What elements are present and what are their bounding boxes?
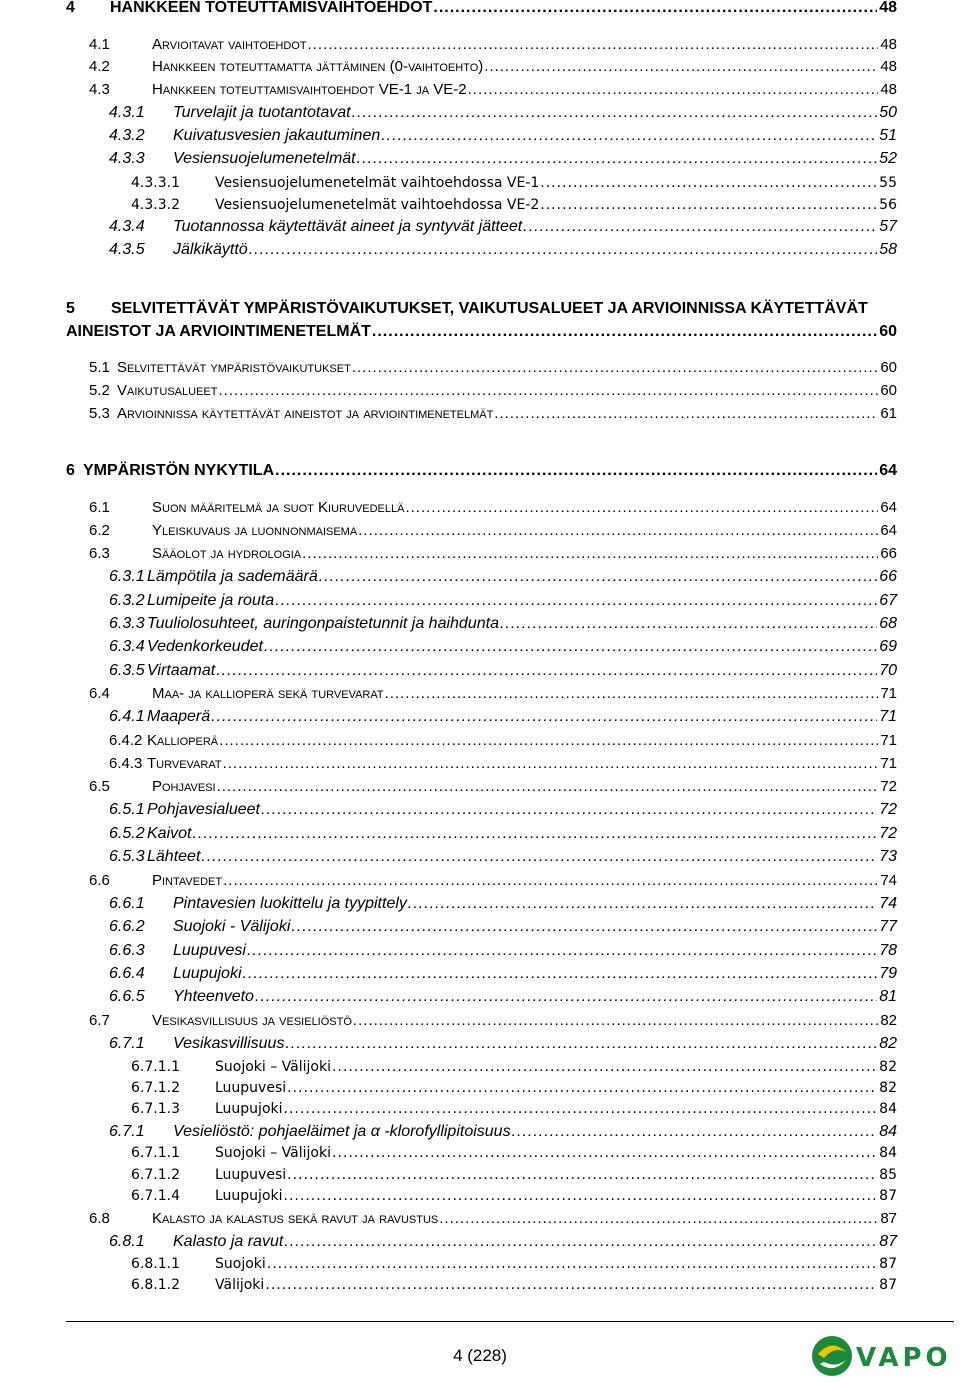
toc-leader bbox=[358, 520, 878, 542]
toc-number: 6.8 bbox=[89, 1210, 110, 1227]
toc-leader bbox=[319, 566, 877, 588]
toc-title: Pohjavesialueet bbox=[147, 801, 260, 818]
toc-number: 6.8.1.2 bbox=[131, 1277, 180, 1293]
toc-number: 6.2 bbox=[89, 522, 110, 539]
toc-title: Tuuliolosuhteet, auringonpaistetunnit ja haihdunta bbox=[147, 615, 499, 632]
toc-page: 64 bbox=[880, 522, 897, 539]
toc-page: 60 bbox=[880, 382, 897, 399]
toc-leader bbox=[284, 1098, 878, 1120]
toc-title: Luupujoki bbox=[173, 965, 242, 982]
toc-number: 6.7.1.3 bbox=[131, 1101, 180, 1117]
toc-number: 4.1 bbox=[89, 36, 110, 53]
toc-entry[interactable] bbox=[0, 1274, 960, 1296]
toc-page: 87 bbox=[880, 1210, 897, 1227]
toc-title: Arvioinnissa käytettävät aineistot ja arviointimenetelmät bbox=[117, 405, 494, 422]
toc-page: 79 bbox=[879, 965, 897, 982]
toc-page: 68 bbox=[879, 615, 897, 632]
toc-number: 4.3.5 bbox=[109, 241, 145, 258]
toc-page: 70 bbox=[879, 662, 897, 679]
toc-entry[interactable] bbox=[0, 172, 960, 194]
toc-page: 71 bbox=[879, 708, 897, 725]
toc-leader bbox=[352, 357, 879, 379]
toc-title: Sääolot ja hydrologia bbox=[152, 545, 302, 562]
toc-number: 6.7 bbox=[89, 1012, 110, 1029]
toc-entry[interactable] bbox=[0, 636, 960, 658]
toc-page: 87 bbox=[879, 1277, 897, 1293]
toc-entry[interactable] bbox=[0, 34, 960, 56]
toc-page: 64 bbox=[879, 462, 897, 479]
footer-divider bbox=[66, 1321, 954, 1322]
toc-leader bbox=[405, 497, 878, 519]
toc-number: 6.5 bbox=[89, 778, 110, 795]
toc-leader bbox=[219, 730, 878, 752]
toc-number: 6.3.1 bbox=[109, 568, 145, 585]
toc-number: 6.6 bbox=[89, 872, 110, 889]
toc-number: 6.3.2 bbox=[109, 592, 145, 609]
toc-leader bbox=[494, 403, 878, 425]
toc-title: AINEISTOT JA ARVIOINTIMENETELMÄT bbox=[66, 323, 371, 340]
toc-title: Tuotannossa käytettävät aineet ja syntyvät jätteet bbox=[173, 218, 523, 235]
toc-page: 82 bbox=[879, 1035, 897, 1052]
toc-title: Hankkeen toteuttamatta jättäminen (0-vaihtoehto) bbox=[152, 58, 484, 75]
toc-leader bbox=[408, 893, 877, 915]
toc-leader bbox=[381, 125, 877, 147]
toc-entry[interactable] bbox=[0, 566, 960, 588]
toc-page: 81 bbox=[879, 988, 897, 1005]
toc-number: 6.5.3 bbox=[109, 848, 145, 865]
toc-entry[interactable] bbox=[0, 403, 960, 425]
toc-title: Vaikutusalueet bbox=[117, 382, 218, 399]
toc-entry[interactable] bbox=[0, 893, 960, 915]
toc-entry[interactable] bbox=[0, 916, 960, 938]
toc-number: 6.6.2 bbox=[109, 918, 145, 935]
toc-leader bbox=[255, 986, 877, 1008]
toc-leader bbox=[247, 940, 877, 962]
toc-number: 6.7.1.1 bbox=[131, 1145, 180, 1161]
toc-title: Jälkikäyttö bbox=[173, 241, 248, 258]
toc-leader bbox=[243, 963, 878, 985]
toc-title: YMPÄRISTÖN NYKYTILA bbox=[83, 462, 275, 479]
toc-title: Kallioperä bbox=[147, 732, 219, 749]
toc-leader bbox=[352, 102, 878, 124]
toc-title: Suojoki bbox=[215, 1256, 266, 1272]
toc-number: 6.6.3 bbox=[109, 942, 145, 959]
toc-entry[interactable] bbox=[0, 148, 960, 170]
toc-entry[interactable] bbox=[0, 1121, 960, 1143]
toc-page: 82 bbox=[880, 1012, 897, 1029]
toc-number: 6.3.5 bbox=[109, 662, 145, 679]
toc-entry[interactable] bbox=[0, 520, 960, 542]
toc-title: Selvitettävät ympäristövaikutukset bbox=[117, 359, 351, 376]
toc-entry[interactable] bbox=[0, 846, 960, 868]
toc-entry[interactable] bbox=[0, 0, 960, 19]
toc-leader bbox=[192, 823, 877, 845]
toc-page: 56 bbox=[879, 197, 897, 213]
toc-leader bbox=[540, 194, 877, 216]
toc-leader bbox=[385, 683, 879, 705]
toc-entry[interactable] bbox=[0, 1077, 960, 1099]
toc-leader bbox=[211, 706, 877, 728]
toc-entry[interactable] bbox=[0, 357, 960, 379]
toc-entry[interactable] bbox=[0, 102, 960, 124]
toc-title: Yleiskuvaus ja luonnonmaisema bbox=[152, 522, 358, 539]
toc-leader bbox=[433, 0, 877, 19]
toc-entry[interactable] bbox=[0, 986, 960, 1008]
toc-leader bbox=[261, 799, 877, 821]
toc-leader bbox=[216, 660, 877, 682]
toc-page: 74 bbox=[880, 872, 897, 889]
toc-page: 82 bbox=[879, 1059, 897, 1075]
toc-title: Luupujoki bbox=[215, 1188, 283, 1204]
toc-page: 48 bbox=[880, 58, 897, 75]
toc-leader bbox=[523, 216, 877, 238]
toc-title: Suojoki – Välijoki bbox=[215, 1145, 331, 1161]
toc-entry[interactable] bbox=[0, 753, 960, 775]
toc-number: 6.8.1.1 bbox=[131, 1256, 180, 1272]
toc-page: 48 bbox=[880, 36, 897, 53]
toc-leader bbox=[201, 846, 877, 868]
toc-page: 69 bbox=[879, 638, 897, 655]
toc-leader bbox=[332, 1142, 877, 1164]
toc-leader bbox=[332, 1056, 877, 1078]
toc-page: 72 bbox=[879, 801, 897, 818]
toc-leader bbox=[353, 1010, 878, 1032]
toc-number: 6.3.4 bbox=[109, 638, 145, 655]
toc-entry[interactable] bbox=[0, 1231, 960, 1253]
toc-title: Pintavedet bbox=[152, 872, 223, 889]
toc-entry[interactable] bbox=[0, 590, 960, 612]
toc-page: 87 bbox=[879, 1188, 897, 1204]
toc-title: Turvevarat bbox=[147, 755, 222, 772]
toc-title: Yhteenveto bbox=[173, 988, 254, 1005]
toc-number: 4.3.3 bbox=[109, 150, 145, 167]
toc-entry[interactable] bbox=[0, 1010, 960, 1032]
toc-leader bbox=[249, 239, 878, 261]
toc-entry[interactable] bbox=[0, 1142, 960, 1164]
toc-leader bbox=[275, 590, 877, 612]
toc-entry[interactable] bbox=[0, 940, 960, 962]
toc-title: Pintavesien luokittelu ja tyypittely bbox=[173, 895, 407, 912]
toc-page: 58 bbox=[879, 241, 897, 258]
toc-page: 67 bbox=[879, 592, 897, 609]
toc-entry[interactable] bbox=[0, 497, 960, 519]
toc-entry[interactable] bbox=[0, 216, 960, 238]
toc-entry[interactable] bbox=[0, 823, 960, 845]
toc-entry[interactable] bbox=[0, 1253, 960, 1275]
toc-number: 6.4.2 bbox=[109, 732, 143, 749]
toc-title: Lämpötila ja sademäärä bbox=[147, 568, 318, 585]
toc-entry[interactable] bbox=[0, 660, 960, 682]
toc-entry[interactable] bbox=[0, 613, 960, 635]
toc-number: 6.3 bbox=[89, 545, 110, 562]
toc-leader bbox=[512, 1121, 878, 1143]
toc-number: 6.7.1 bbox=[109, 1035, 145, 1052]
toc-number: 5.1 bbox=[89, 359, 110, 376]
toc-title: Maaperä bbox=[147, 708, 211, 725]
toc-leader bbox=[284, 1185, 878, 1207]
toc-entry[interactable] bbox=[0, 239, 960, 261]
toc-entry[interactable] bbox=[0, 125, 960, 147]
toc-entry[interactable] bbox=[0, 56, 960, 78]
toc-title: Kaivot bbox=[147, 825, 192, 842]
toc-leader bbox=[217, 776, 879, 798]
toc-leader bbox=[285, 1033, 877, 1055]
toc-number: 5 bbox=[66, 300, 75, 317]
toc-entry[interactable] bbox=[0, 730, 960, 752]
toc-leader bbox=[439, 1208, 878, 1230]
toc-title: Vesiensuojelumenetelmät bbox=[173, 150, 356, 167]
toc-leader bbox=[264, 636, 877, 658]
toc-title: HANKKEEN TOTEUTTAMISVAIHTOEHDOT bbox=[110, 0, 433, 16]
toc-number: 4.3.1 bbox=[109, 104, 145, 121]
toc-entry[interactable] bbox=[0, 380, 960, 402]
toc-entry[interactable] bbox=[0, 1098, 960, 1120]
toc-page: 77 bbox=[879, 918, 897, 935]
toc-entry[interactable] bbox=[0, 1033, 960, 1055]
toc-title: Maa- ja kallioperä sekä turvevarat bbox=[152, 685, 384, 702]
toc-entry-continued[interactable] bbox=[0, 321, 960, 343]
toc-leader bbox=[218, 380, 878, 402]
toc-leader bbox=[287, 1164, 877, 1186]
toc-title: Lumipeite ja routa bbox=[147, 592, 275, 609]
toc-title: Luupuvesi bbox=[215, 1167, 287, 1183]
toc-page: 61 bbox=[880, 405, 897, 422]
toc-page: 51 bbox=[879, 127, 897, 144]
toc-page: 71 bbox=[880, 755, 897, 772]
toc-number: 6.7.1 bbox=[109, 1123, 145, 1140]
toc-number: 6.8.1 bbox=[109, 1233, 145, 1250]
toc-title: SELVITETTÄVÄT YMPÄRISTÖVAIKUTUKSET, VAIKUTUSALUEET JA ARVIOINNISSA KÄYTETTÄVÄT bbox=[111, 300, 868, 317]
toc-number: 4.3.4 bbox=[109, 218, 145, 235]
toc-title: Suon määritelmä ja suot Kiuruvedellä bbox=[152, 499, 405, 516]
toc-title: Turvelajit ja tuotantotavat bbox=[173, 104, 351, 121]
toc-entry[interactable] bbox=[0, 776, 960, 798]
toc-title: Vesieliöstö: pohjaeläimet ja α -klorofyllipitoisuus bbox=[173, 1123, 511, 1140]
toc-entry[interactable] bbox=[0, 298, 960, 320]
logo-text: VAPO bbox=[856, 1343, 952, 1373]
toc-entry[interactable] bbox=[0, 194, 960, 216]
toc-page: 48 bbox=[879, 0, 897, 16]
toc-title: Vedenkorkeudet bbox=[147, 638, 263, 655]
toc-number: 6.3.3 bbox=[109, 615, 145, 632]
toc-page: 60 bbox=[879, 323, 897, 340]
toc-page: 84 bbox=[879, 1145, 897, 1161]
toc-title: Pohjavesi bbox=[152, 778, 216, 795]
toc-number: 5.3 bbox=[89, 405, 110, 422]
toc-entry[interactable] bbox=[0, 683, 960, 705]
toc-page: 85 bbox=[879, 1167, 897, 1183]
toc-title: Kuivatusvesien jakautuminen bbox=[173, 127, 381, 144]
toc-leader bbox=[275, 460, 877, 482]
toc-leader bbox=[291, 916, 877, 938]
toc-page: 78 bbox=[879, 942, 897, 959]
toc-entry[interactable] bbox=[0, 79, 960, 101]
toc-title: Luupuvesi bbox=[215, 1080, 287, 1096]
toc-title: Suojoki – Välijoki bbox=[215, 1059, 331, 1075]
toc-entry[interactable] bbox=[0, 1164, 960, 1186]
toc-page: 82 bbox=[879, 1080, 897, 1096]
toc-entry[interactable] bbox=[0, 1056, 960, 1078]
toc-page: 71 bbox=[880, 685, 897, 702]
toc-number: 6.5.1 bbox=[109, 801, 145, 818]
toc-leader bbox=[540, 172, 877, 194]
toc-entry[interactable] bbox=[0, 706, 960, 728]
toc-number: 4.3 bbox=[89, 81, 110, 98]
toc-number: 4 bbox=[66, 0, 75, 16]
toc-number: 6.5.2 bbox=[109, 825, 145, 842]
toc-page: 60 bbox=[880, 359, 897, 376]
toc-page: 87 bbox=[879, 1233, 897, 1250]
toc-title: Vesiensuojelumenetelmät vaihtoehdossa VE-1 bbox=[215, 175, 540, 191]
toc-leader bbox=[484, 56, 878, 78]
toc-page: 87 bbox=[879, 1256, 897, 1272]
page-number-footer: 4 (228) bbox=[453, 1346, 507, 1365]
toc-leader bbox=[267, 1253, 877, 1275]
toc-title: Luupuvesi bbox=[173, 942, 246, 959]
toc-number: 6.7.1.4 bbox=[131, 1188, 180, 1204]
toc-title: Lähteet bbox=[147, 848, 201, 865]
toc-leader bbox=[284, 1231, 877, 1253]
toc-number: 6.7.1.2 bbox=[131, 1080, 180, 1096]
toc-leader bbox=[223, 870, 878, 892]
toc-page: 57 bbox=[879, 218, 897, 235]
toc-page: 84 bbox=[879, 1101, 897, 1117]
toc-page: 64 bbox=[880, 499, 897, 516]
toc-entry[interactable] bbox=[0, 963, 960, 985]
toc-title: Välijoki bbox=[215, 1277, 265, 1293]
toc-number: 6.4.3 bbox=[109, 755, 143, 772]
toc-page: 55 bbox=[879, 175, 897, 191]
toc-page: 71 bbox=[880, 732, 897, 749]
toc-title: Arvioitavat vaihtoehdot bbox=[152, 36, 307, 53]
toc-number: 6.1 bbox=[89, 499, 110, 516]
toc-title: Luupujoki bbox=[215, 1101, 283, 1117]
toc-title: Vesikasvillisuus ja vesieliöstö bbox=[152, 1012, 352, 1029]
toc-number: 4.3.2 bbox=[109, 127, 145, 144]
toc-number: 6.6.4 bbox=[109, 965, 145, 982]
toc-number: 4.3.3.1 bbox=[131, 175, 180, 191]
toc-leader bbox=[468, 79, 879, 101]
toc-title: Vesikasvillisuus bbox=[173, 1035, 285, 1052]
toc-entry[interactable] bbox=[0, 1208, 960, 1230]
toc-leader bbox=[223, 753, 879, 775]
toc-page: 84 bbox=[879, 1123, 897, 1140]
toc-entry[interactable] bbox=[0, 1185, 960, 1207]
toc-page: 72 bbox=[880, 778, 897, 795]
vapo-logo bbox=[810, 1330, 955, 1380]
toc-number: 6.4 bbox=[89, 685, 110, 702]
toc-number: 6.4.1 bbox=[109, 708, 145, 725]
toc-page: 66 bbox=[880, 545, 897, 562]
toc-page: 50 bbox=[879, 104, 897, 121]
toc-entry[interactable] bbox=[0, 799, 960, 821]
toc-number: 4.3.3.2 bbox=[131, 197, 180, 213]
toc-leader bbox=[357, 148, 878, 170]
toc-number: 5.2 bbox=[89, 382, 110, 399]
toc-title: Kalasto ja ravut bbox=[173, 1233, 284, 1250]
toc-leader bbox=[500, 613, 877, 635]
toc-leader bbox=[287, 1077, 877, 1099]
toc-leader bbox=[372, 321, 877, 343]
toc-title: Virtaamat bbox=[147, 662, 216, 679]
toc-page: 52 bbox=[879, 150, 897, 167]
toc-leader bbox=[308, 34, 879, 56]
toc-number: 6 bbox=[66, 462, 75, 479]
toc-leader bbox=[265, 1274, 877, 1296]
toc-page: 48 bbox=[880, 81, 897, 98]
toc-page: 72 bbox=[879, 825, 897, 842]
toc-title: Suojoki - Välijoki bbox=[173, 918, 291, 935]
toc-entry[interactable] bbox=[0, 460, 960, 482]
toc-title: Vesiensuojelumenetelmät vaihtoehdossa VE-2 bbox=[215, 197, 540, 213]
toc-title: Kalasto ja kalastus sekä ravut ja ravustus bbox=[152, 1210, 439, 1227]
toc-number: 6.7.1.2 bbox=[131, 1167, 180, 1183]
toc-leader bbox=[302, 543, 878, 565]
logo-circle-icon bbox=[812, 1336, 852, 1376]
toc-entry[interactable] bbox=[0, 543, 960, 565]
toc-entry[interactable] bbox=[0, 870, 960, 892]
toc-number: 4.2 bbox=[89, 58, 110, 75]
toc-number: 6.6.5 bbox=[109, 988, 145, 1005]
toc-title: Hankkeen toteuttamisvaihtoehdot VE-1 ja VE-2 bbox=[152, 81, 467, 98]
toc-number: 6.7.1.1 bbox=[131, 1059, 180, 1075]
toc-page: 74 bbox=[879, 895, 897, 912]
toc-page: 73 bbox=[879, 848, 897, 865]
toc-number: 6.6.1 bbox=[109, 895, 145, 912]
toc-page: 66 bbox=[879, 568, 897, 585]
